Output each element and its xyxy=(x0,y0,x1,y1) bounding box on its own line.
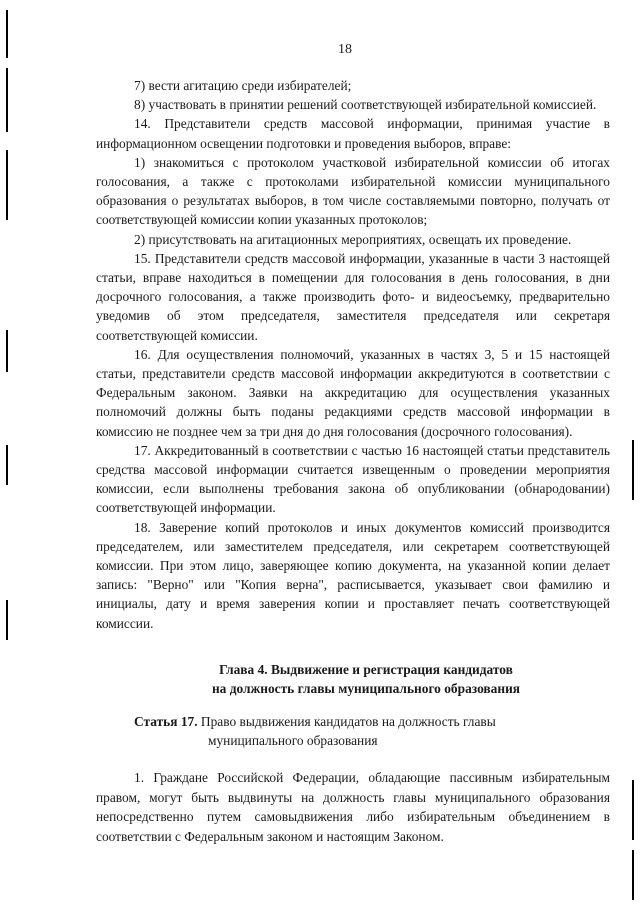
paragraph: 7) вести агитацию среди избирателей; xyxy=(134,78,352,93)
paragraph: 2) присутствовать на агитационных мероприятиях, освещать их проведение. xyxy=(134,231,572,247)
chapter-heading xyxy=(96,660,636,698)
scan-edge-mark xyxy=(632,850,634,900)
paragraph: 18. Заверение копий протоколов и иных документов комиссий производится председателем, или заместителем председателя, или секретарем соответствующей комиссии. При этом лицо, заверяющее копию документа, на указанной копии делает запись: "Верно" или "Копия верна", расписывается, указывает свои фамилию и инициалы, дату и время заверения копии и проставляет печать соответствующей комиссии. xyxy=(96,519,610,631)
article-title: Право выдвижения кандидатов на должность главы xyxy=(197,714,496,729)
scan-edge-mark xyxy=(632,780,634,840)
chapter-heading-line: Глава 4. Выдвижение и регистрация кандидатов xyxy=(219,662,513,677)
chapter-heading-line: на должность главы муниципального образования xyxy=(211,681,521,696)
paragraph: 1. Граждане Российской Федерации, обладающие пассивным избирательным правом, могут быть выдвинуты на должность главы муниципального образования непосредственно путем самовыдвижения либо избирательным объединением в соответствии с Федеральным законом и настоящим Законом. xyxy=(96,770,610,844)
scan-edge-mark xyxy=(6,330,8,372)
scan-edge-mark xyxy=(6,150,8,220)
paragraph: 14. Представители средств массовой информации, принимая участие в информационном освещении подготовки и проведения выборов, вправе: xyxy=(96,116,610,151)
article-number: Статья 17. xyxy=(134,714,198,729)
paragraph: 17. Аккредитованный в соответствии с частью 16 настоящей статьи представитель средства массовой информации считается извещенным о проведении мероприятия комиссии, если выполнены требования закона об опубликовании (обнародовании) соответствующей информации. xyxy=(96,442,610,516)
paragraph: 16. Для осуществления полномочий, указанных в частях 3, 5 и 15 настоящей статьи, представители средств массовой информации аккредитуются в соответствии с Федеральным законом. Заявки на аккредитацию для осуществления указанных полномочий должны быть поданы редакциями средств массовой информации в комиссию не позднее чем за три дня до дня голосования (досрочного голосования). xyxy=(96,346,610,439)
scan-edge-mark xyxy=(6,600,8,640)
paragraph: 1) знакомиться с протоколом участковой избирательной комиссии об итогах голосования, а также с протоколами избирательной комиссии муниципального образования о результатах выборов, в том числе составляемыми повторно, получать от соответствующей комиссии копии указанных протоколов; xyxy=(96,154,610,228)
article-title-continuation: муниципального образования xyxy=(208,733,378,748)
scan-edge-mark xyxy=(632,440,634,500)
scan-edge-mark xyxy=(6,68,8,132)
paragraph: 8) участвовать в принятии решений соответствующей избирательной комиссией. xyxy=(134,97,597,113)
paragraph: 15. Представители средств массовой информации, указанные в части 3 настоящей статьи, вправе находиться в помещении для голосования в день голосования, в дни досрочного голосования, а также производить фото- и видеосъемку, предварительно уведомив об этом председателя, заместителя председателя или секретаря соответствующей комиссии. xyxy=(96,250,610,343)
article-body xyxy=(96,768,610,846)
scan-edge-mark xyxy=(6,445,8,485)
body-text xyxy=(96,76,610,633)
page-number: 18 xyxy=(338,42,352,57)
article-heading-line xyxy=(134,712,604,731)
scan-edge-mark xyxy=(6,10,8,58)
article-heading xyxy=(134,712,604,750)
